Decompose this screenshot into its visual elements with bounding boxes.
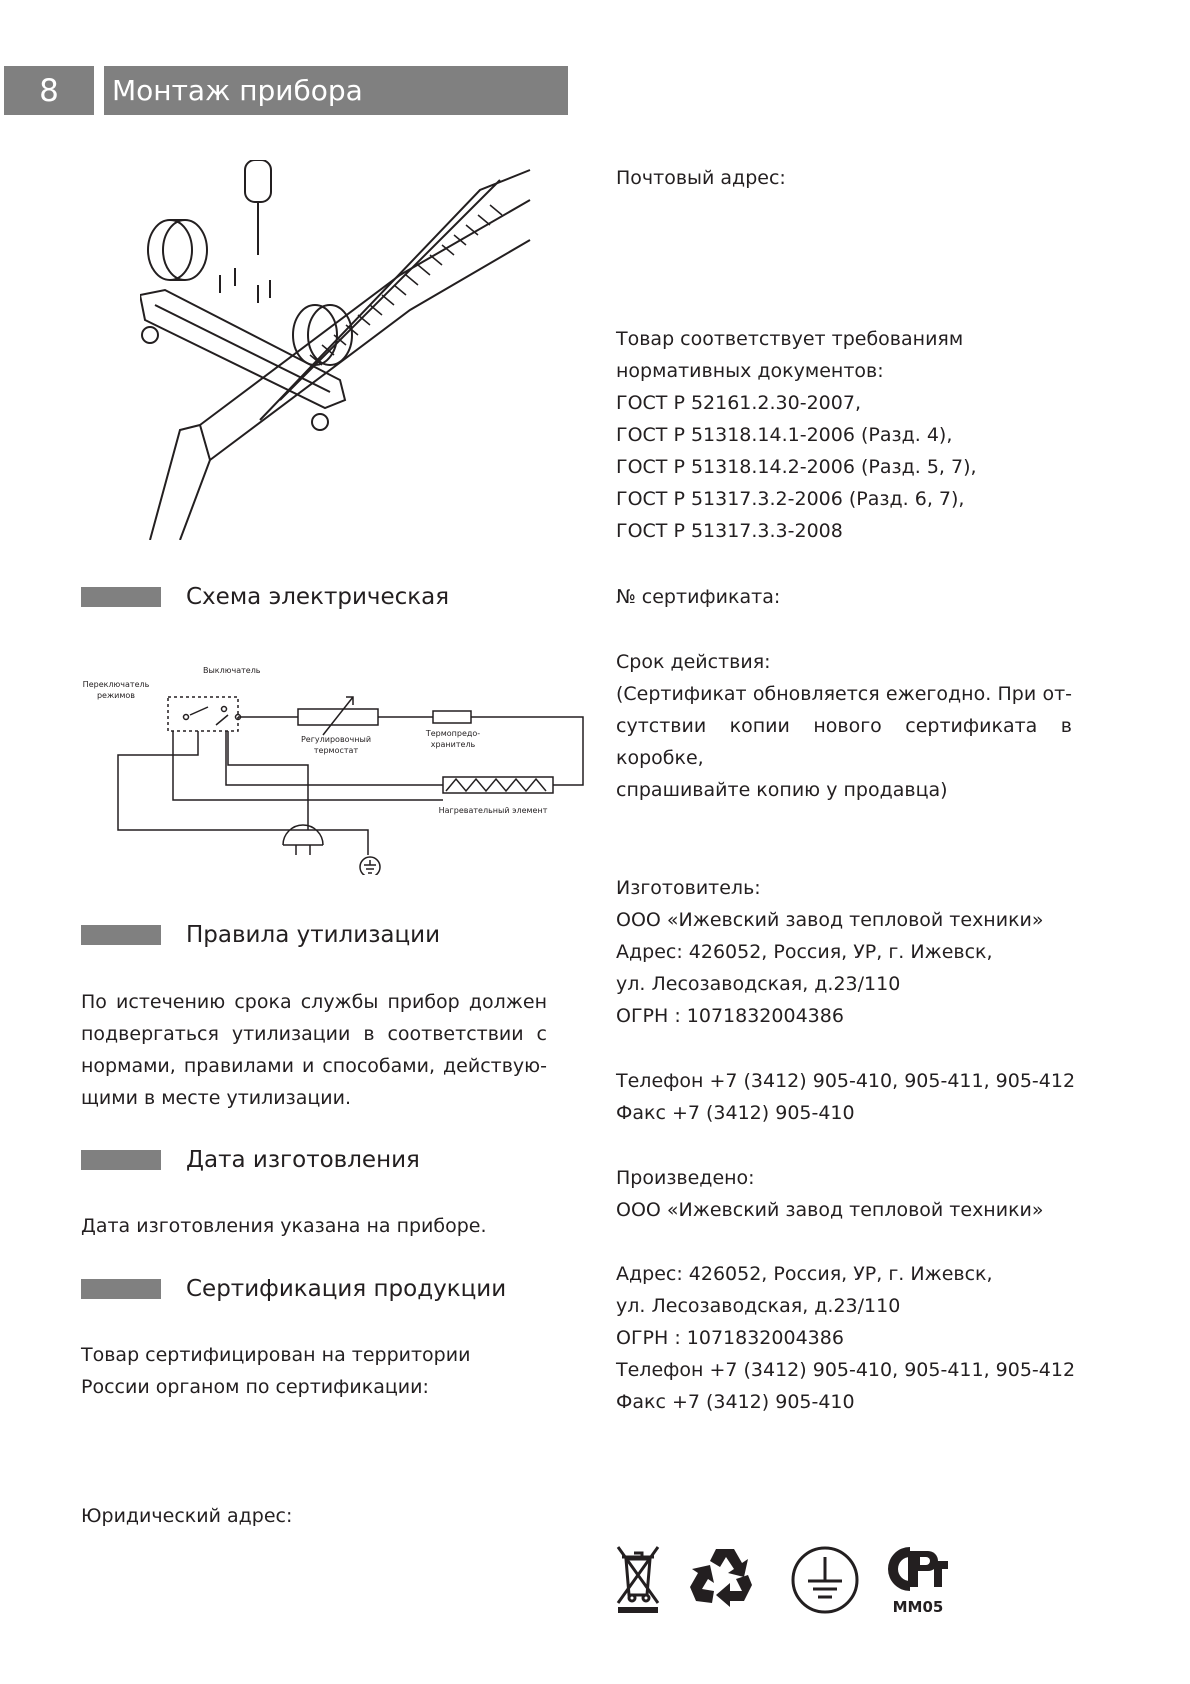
weee-bin-icon — [614, 1545, 662, 1615]
cert-number-label: № сертификата: — [616, 586, 781, 608]
section-marker — [81, 1150, 161, 1170]
section-title-cert: Сертификация продукции — [186, 1276, 507, 1302]
conformity-text: Товар соответствует требованиям нормативных документов: ГОСТ Р 52161.2.30-2007, ГОСТ Р 51318.14.1-2006 (Разд. 4), ГОСТ Р 51318.14.2-2006 (Разд. 5, 7), ГОСТ Р 51317.3.2-2006 (Разд. 6, 7), ГОСТ Р 51317.3.3-2008 — [616, 328, 977, 542]
disposal-text: По истечению срока службы прибор должен подвергаться утилизации в соответствии с нормами, правилами и способами, действую- щими в месте утилизации. — [81, 991, 547, 1109]
section-title-schema: Схема электрическая — [186, 584, 450, 610]
legal-address-label: Юридический адрес: — [81, 1505, 293, 1527]
postal-address-label: Почтовый адрес: — [616, 167, 786, 189]
ground-icon — [790, 1545, 860, 1615]
label-thermostat-2: термостат — [313, 746, 359, 755]
section-marker — [81, 925, 161, 945]
circuit-diagram — [78, 655, 598, 875]
produced-block: Произведено: ООО «Ижевский завод тепловой техники» — [616, 1167, 1044, 1221]
certification-mark — [886, 1545, 950, 1615]
label-thermostat-1: Регулировочный — [300, 735, 372, 744]
pct-mark-icon — [886, 1545, 950, 1593]
label-fuse-2: хранитель — [430, 740, 476, 749]
section-title-date: Дата изготовления — [186, 1147, 420, 1173]
label-switch: Выключатель — [203, 666, 261, 675]
label-mode-switch-2: режимов — [96, 691, 136, 700]
installation-illustration — [140, 160, 540, 540]
section-title-disposal: Правила утилизации — [186, 922, 441, 948]
page-title: Монтаж прибора — [104, 66, 568, 115]
label-heater: Нагревательный элемент — [438, 806, 548, 815]
manufacturer-block: Изготовитель: ООО «Ижевский завод тепловой техники» Адрес: 426052, Россия, УР, г. Ижевск, ул. Лесозаводская, д.23/110 ОГРН : 1071832004386 — [616, 877, 1044, 1027]
label-mode-switch-1: Переключатель — [82, 680, 150, 689]
recycle-icon — [690, 1545, 760, 1613]
validity-label: Срок действия: — [616, 651, 771, 673]
section-marker — [81, 1279, 161, 1299]
label-fuse-1: Термопредо- — [425, 729, 481, 738]
section-marker — [81, 587, 161, 607]
cert-mark-code: ММ05 — [892, 1598, 944, 1616]
cert-text: Товар сертифицирован на территории России органом по сертификации: — [81, 1344, 471, 1398]
validity-note: (Сертификат обновляется ежегодно. При от- сутствии копии нового сертификата в коробке, спрашивайте копию у продавца) — [616, 683, 1072, 801]
page-number: 8 — [4, 66, 94, 115]
contacts-block: Телефон +7 (3412) 905-410, 905-411, 905-412 Факс +7 (3412) 905-410 — [616, 1070, 1076, 1124]
date-text: Дата изготовления указана на приборе. — [81, 1215, 487, 1237]
produced-address-block: Адрес: 426052, Россия, УР, г. Ижевск, ул. Лесозаводская, д.23/110 ОГРН : 1071832004386 Телефон +7 (3412) 905-410, 905-411, 905-412 Факс +7 (3412) 905-410 — [616, 1263, 1076, 1413]
